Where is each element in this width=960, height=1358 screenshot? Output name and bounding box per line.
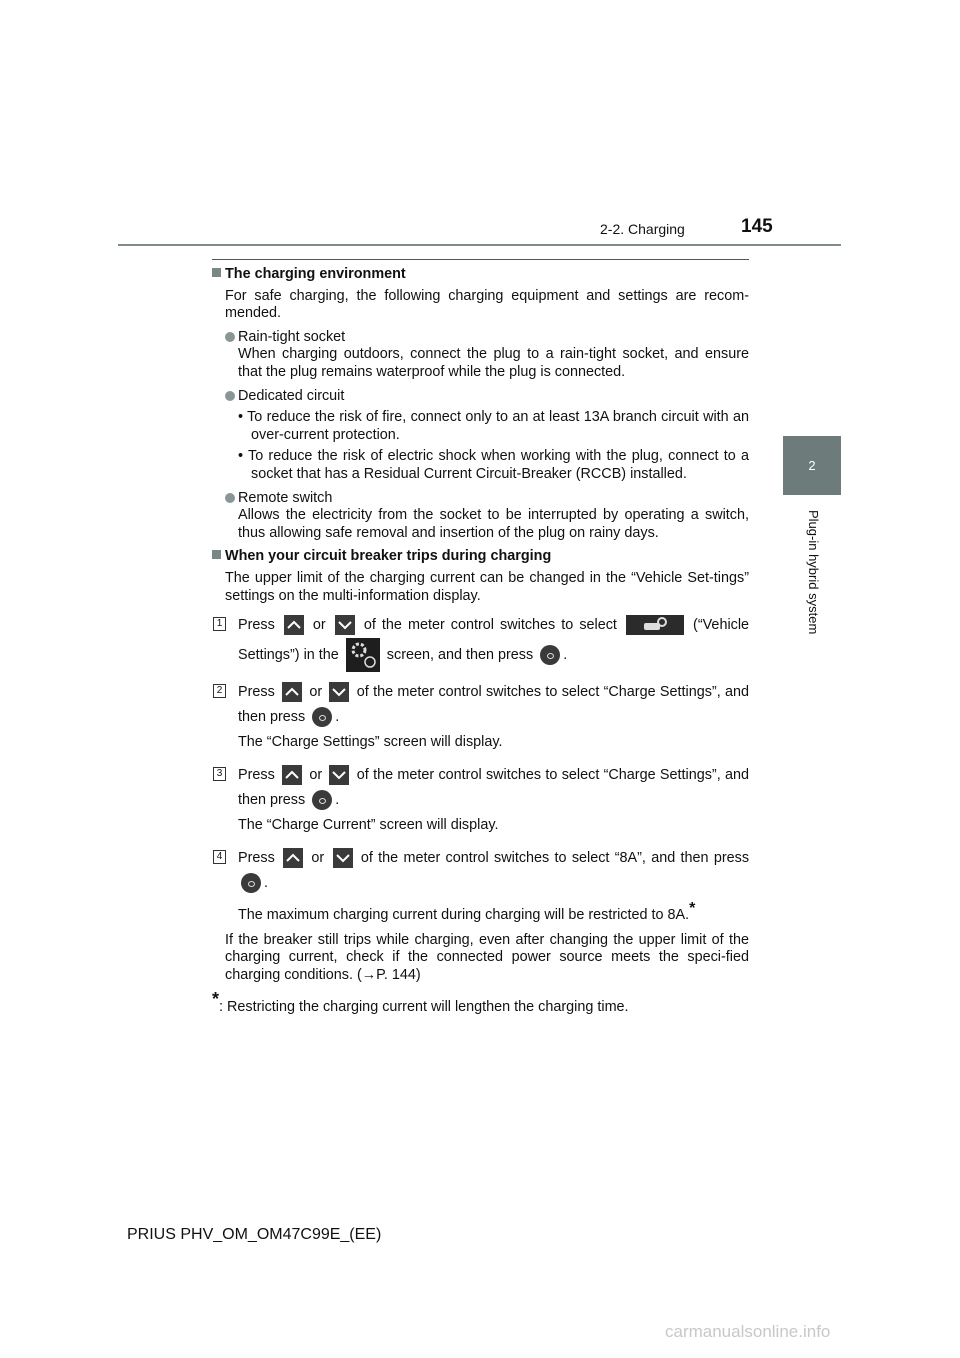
chapter-tab[interactable]: [783, 436, 841, 495]
content-body: [212, 266, 749, 1016]
down-arrow-icon: [333, 848, 353, 868]
circle-bullet-icon: [225, 493, 235, 503]
up-arrow-icon: [283, 848, 303, 868]
circle-bullet-icon: [225, 332, 235, 342]
bullet-text: When charging outdoors, connect the plug to a rain-tight socket, and ensure that the plug remains waterproof while the plug is connected.: [238, 346, 749, 380]
list-item: [225, 329, 749, 382]
sub-item: • To reduce the risk of electric shock when working with the plug, connect to a socket that has a Residual Current Circuit-Breaker (RCCB) installed.: [238, 448, 749, 482]
page-number: 145: [741, 216, 773, 237]
footnote: *: Restricting the charging current will lengthen the charging time.: [212, 988, 629, 1015]
step-number: 3: [213, 767, 226, 781]
step-2: 2 Press or of the meter control switches to select “Charge Settings”, and then press . The “Charge Settings” screen will display.: [212, 680, 749, 755]
ok-button-icon: [241, 873, 261, 893]
section-title: 2-2. Charging: [600, 221, 685, 237]
chapter-tab-number: 2: [808, 458, 816, 473]
step-number: 4: [213, 850, 226, 864]
down-arrow-icon: [329, 682, 349, 702]
bullet-title: Rain-tight socket: [238, 328, 346, 345]
step-result: The maximum charging current during charging will be restricted to 8A.*: [238, 900, 696, 923]
page-footer: PRIUS PHV_OM_OM47C99E_(EE): [127, 1226, 382, 1243]
vehicle-settings-icon: [626, 615, 684, 635]
ok-button-icon: [540, 645, 560, 665]
chapter-side-label: Plug-in hybrid system: [806, 510, 821, 635]
step-result: The “Charge Current” screen will display.: [238, 817, 499, 834]
step-1: 1 Press or of the meter control switches to select (“Vehicle Settings”) in the screen, and then press .: [212, 613, 749, 672]
sub-item: • To reduce the risk of fire, connect only to an at least 13A branch circuit with an over-current protection.: [238, 409, 749, 443]
list-item: [225, 490, 749, 543]
ok-button-icon: [312, 790, 332, 810]
down-arrow-icon: [329, 765, 349, 785]
step-4: 4 Press or of the meter control switches to select “8A”, and then press . The maximum charging current during charging will be restricted to 8A.*: [212, 846, 749, 928]
step-number: 1: [213, 617, 226, 631]
circle-bullet-icon: [225, 391, 235, 401]
up-arrow-icon: [284, 615, 304, 635]
up-arrow-icon: [282, 682, 302, 702]
settings-gear-icon: [346, 638, 380, 672]
watermark: carmanualsonline.info: [665, 1322, 831, 1341]
step-number: 2: [213, 684, 226, 698]
step-result: The “Charge Settings” screen will display.: [238, 734, 503, 751]
bullet-text: Allows the electricity from the socket to be interrupted by operating a switch, thus allowing safe removal and insertion of the plug on rainy days.: [238, 507, 749, 541]
step-3: 3 Press or of the meter control switches to select “Charge Settings”, and then press . The “Charge Current” screen will display.: [212, 763, 749, 838]
content-top-rule: [212, 259, 749, 260]
header-rule: [118, 244, 841, 246]
section-heading: The charging environment: [212, 266, 749, 284]
square-bullet-icon: [212, 268, 221, 277]
paragraph: For safe charging, the following charging equipment and settings are recom-mended.: [225, 287, 749, 322]
paragraph: The upper limit of the charging current can be changed in the “Vehicle Set-tings” settings on the multi-information display.: [225, 569, 749, 604]
up-arrow-icon: [282, 765, 302, 785]
bullet-title: Dedicated circuit: [238, 387, 345, 404]
paragraph: If the breaker still trips while charging, even after changing the upper limit of the charging current, check if the connected power source meets the speci-fied charging conditions. (→P. 144): [225, 931, 749, 984]
ok-button-icon: [312, 707, 332, 727]
square-bullet-icon: [212, 550, 221, 559]
bullet-title: Remote switch: [238, 489, 333, 506]
section-heading: When your circuit breaker trips during charging: [212, 548, 749, 566]
list-item: [225, 388, 749, 406]
down-arrow-icon: [335, 615, 355, 635]
